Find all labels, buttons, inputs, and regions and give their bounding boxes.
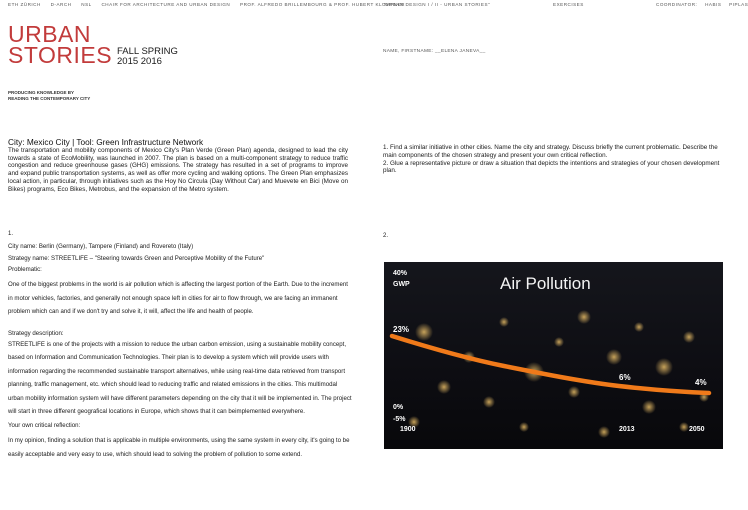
- reflection-text: In my opinion, finding a solution that is applicable in multiple environments, using the same system in every city, it's going to be easily acceptable and very easy to use, which should lead to solving the problem of pollution to some extend.: [8, 437, 350, 458]
- y-axis-label: 0%: [393, 404, 404, 411]
- reflection-heading: Your own critical reflection:: [8, 422, 81, 430]
- header-item: PROF. ALFREDO BRILLEMBOURG & PROF. HUBERT KLUMPNER: [240, 2, 405, 7]
- x-axis-label: 2050: [689, 426, 705, 433]
- figure-title: Air Pollution: [500, 274, 591, 293]
- strategy-text: STREETLIFE is one of the projects with a mission to reduce the urban carbon emission, using a sustainable mobility concept, based on Information and Communication Technologies. Their plan is to develop a system which will provide users with information regarding the recommended sustainable transport alternatives, while using real-time data retrieved from transport planning, traffic management, etc. which should lead to reducing traffic and related emissions in the cities. This multimodal urban mobility information system will have different parameters depending on the city that it will be implemented in. The project will start in three different geografical locations in Europe, which shows that it can beimplemented everywhere.: [8, 341, 352, 416]
- header-item: CHAIR FOR ARCHITECTURE AND URBAN DESIGN: [101, 2, 231, 7]
- season-label: [117, 47, 178, 67]
- header-item: NSL: [81, 2, 92, 7]
- tagline-line: PRODUCING KNOWLEDGE BY: [8, 90, 75, 95]
- intro-paragraph: The transportation and mobility components of Mexico City's Plan Verde (Green Plan) agenda, designed to lead the city towards a state of EcoMobility, was launched in 2007. The plan is based on a multi-component strategy to reduce traffic congestion and reduce greenhouse gases (GHG) emissions. The strategy has resulted in a set of programs to improve and expand public transportation systems, as well as offer more cycling and walking options. The Green Plan emphasizes local action, in particular, through initiatives such as the Hoy No Circula (Day Without Car) and Muevete en Bici (Move on Bikes) programs, Eco Bikes, Metrobus, and the expansion of the Metro system.: [8, 147, 348, 193]
- season-line: FALL SPRING: [117, 46, 178, 57]
- header-item: ETH ZÜRICH: [8, 2, 41, 7]
- strategy-name: Strategy name: STREETLIFE – "Steering towards Green and Perceptive Mobility of the Future": [8, 254, 265, 262]
- header-coordinators: [650, 2, 748, 7]
- season-line: 2015 2016: [117, 56, 162, 67]
- answer-number-1: 1.: [8, 231, 14, 237]
- header-item: D-ARCH: [50, 2, 72, 7]
- title-line: STORIES: [8, 42, 113, 68]
- y-axis-label: GWP: [393, 281, 410, 288]
- title-line: URBAN: [8, 21, 92, 47]
- city-tool-heading: City: Mexico City | Tool: Green Infrastructure Network: [8, 137, 204, 147]
- x-axis-label: 2013: [619, 426, 635, 433]
- tagline: [8, 90, 90, 101]
- header-institution: [8, 2, 413, 7]
- air-pollution-photo: [384, 262, 723, 449]
- urban-stories-title: [8, 21, 113, 68]
- header-item: PIPLAS: [729, 2, 748, 7]
- tagline-line: READING THE CONTEMPORARY CITY: [8, 95, 91, 101]
- y-axis-label: 40%: [393, 270, 408, 277]
- header-item: COORDINATOR:: [656, 2, 698, 7]
- student-name-field: NAME, FIRSTNAME: __ELENA JANEVA__: [383, 49, 486, 54]
- x-axis-label: 1900: [400, 426, 416, 433]
- problematic-text: One of the biggest problems in the world is air pollution which is affecting the largest portion of the Earth. Due to the increment in motor vehicles, factories, and generally not enough space left in cities for air to flow through, we are facing an immanent problem which can and if we don't try and solve it, it will, affect the life and health of people.: [8, 281, 348, 315]
- answer-1-body: [8, 243, 353, 461]
- header-item: HABIS: [705, 2, 722, 7]
- header-section: EXERCISES: [553, 2, 584, 7]
- point-label: 6%: [619, 373, 631, 382]
- problematic-heading: Problematic:: [8, 266, 42, 274]
- answer-number-2: 2.: [383, 233, 389, 239]
- point-label: 4%: [695, 378, 707, 387]
- task-instructions: [383, 144, 728, 175]
- y-axis-label: 23%: [393, 325, 410, 334]
- header-course: "URBAN DESIGN I / II - URBAN STORIES": [383, 2, 491, 7]
- task-1: 1. Find a similar initiative in other cities. Name the city and strategy. Discuss briefly the current problematic. Describe the main components of the chosen strategy and present your own critical reflection.: [383, 144, 718, 159]
- city-names: City name: Berlin (Germany), Tampere (Finland) and Rovereto (Italy): [8, 243, 194, 250]
- y-axis-label: -5%: [393, 416, 406, 423]
- task-2: 2. Glue a representative picture or draw a situation that depicts the intentions and strategies of your chosen development plan.: [383, 159, 720, 175]
- strategy-heading: Strategy description:: [8, 330, 64, 338]
- air-pollution-graphic: [384, 262, 723, 449]
